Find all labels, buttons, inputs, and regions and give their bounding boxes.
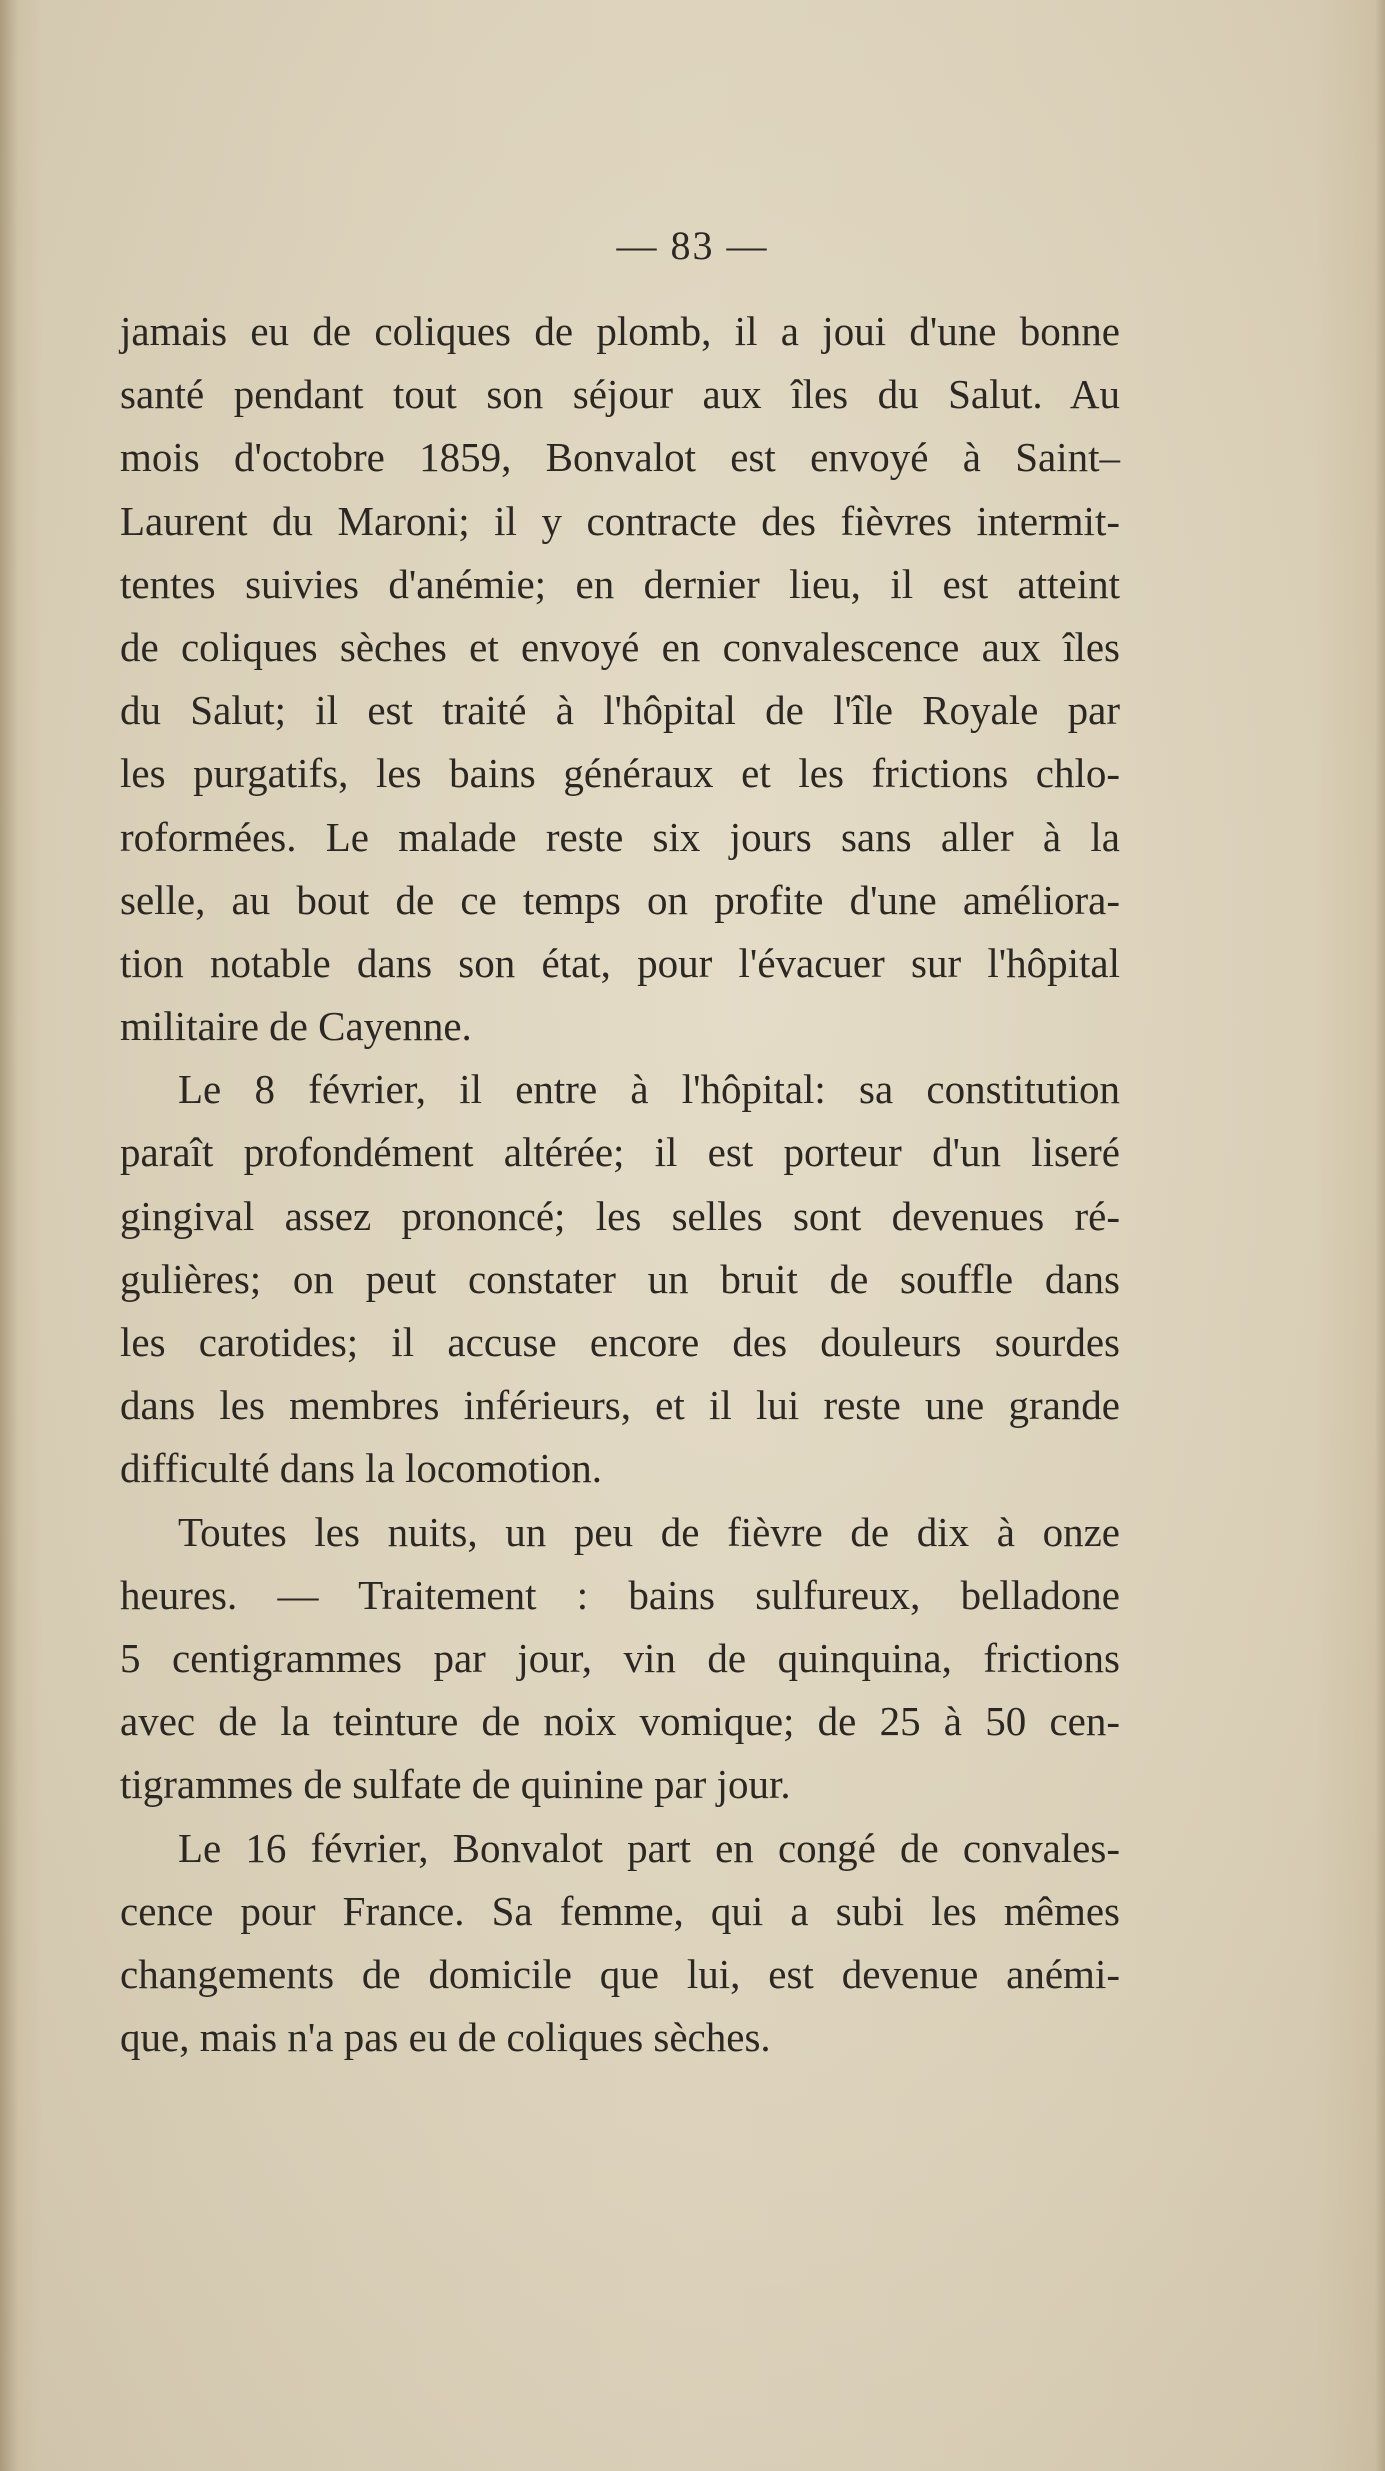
text-line: les carotides; il accuse encore des douleurs sourdes: [120, 1319, 1120, 1365]
text-line: que, mais n'a pas eu de coliques sèches.: [120, 2014, 771, 2061]
text-line: santé pendant tout son séjour aux îles du Salut. Au: [120, 371, 1120, 418]
text-line: Toutes les nuits, un peu de fièvre de dix à onze: [178, 1508, 1120, 1555]
page-edge-shadow-left: [0, 0, 18, 2471]
text-line: tion notable dans son état, pour l'évacuer sur l'hôpital: [120, 939, 1120, 986]
text-line: selle, au bout de ce temps on profite d'une améliora-: [120, 876, 1120, 923]
text-line: dans les membres inférieurs, et il lui reste une grande: [120, 1382, 1120, 1429]
text-line: 5 centigrammes par jour, vin de quinquina, frictions: [120, 1634, 1120, 1681]
text-line: changements de domicile que lui, est devenue anémi-: [120, 1950, 1120, 1997]
text-line: paraît profondément altérée; il est porteur d'un liseré: [120, 1129, 1120, 1176]
text-line: Laurent du Maroni; il y contracte des fièvres intermit-: [120, 497, 1120, 544]
page-number: — 83 —: [616, 223, 769, 268]
text-line: militaire de Cayenne.: [120, 1003, 472, 1050]
text-line: cence pour France. Sa femme, qui a subi les mêmes: [120, 1887, 1120, 1934]
text-line: roformées. Le malade reste six jours sans aller à la: [120, 813, 1120, 860]
text-line: jamais eu de coliques de plomb, il a joui d'une bonne: [120, 308, 1120, 354]
text-line: de coliques sèches et envoyé en convalescence aux îles: [120, 623, 1120, 670]
text-line: du Salut; il est traité à l'hôpital de l'île Royale par: [120, 687, 1120, 734]
text-line: tigrammes de sulfate de quinine par jour.: [120, 1761, 791, 1808]
text-line: heures. — Traitement : bains sulfureux, belladone: [120, 1571, 1120, 1618]
page-edge-shadow-right: [1375, 0, 1385, 2471]
text-line: gingival assez prononcé; les selles sont devenues ré-: [120, 1192, 1120, 1239]
text-line: les purgatifs, les bains généraux et les frictions chlo-: [120, 750, 1120, 797]
text-line: tentes suivies d'anémie; en dernier lieu, il est atteint: [120, 560, 1120, 607]
text-line: Le 16 février, Bonvalot part en congé de convales-: [178, 1824, 1120, 1871]
text-line: gulières; on peut constater un bruit de souffle dans: [120, 1255, 1120, 1302]
text-line: mois d'octobre 1859, Bonvalot est envoyé à Saint–: [120, 434, 1120, 481]
text-line: Le 8 février, il entre à l'hôpital: sa constitution: [178, 1066, 1120, 1113]
text-line: avec de la teinture de noix vomique; de 25 à 50 cen-: [120, 1698, 1120, 1745]
body-text: [120, 300, 1120, 2069]
text-line: difficulté dans la locomotion.: [120, 1445, 603, 1492]
